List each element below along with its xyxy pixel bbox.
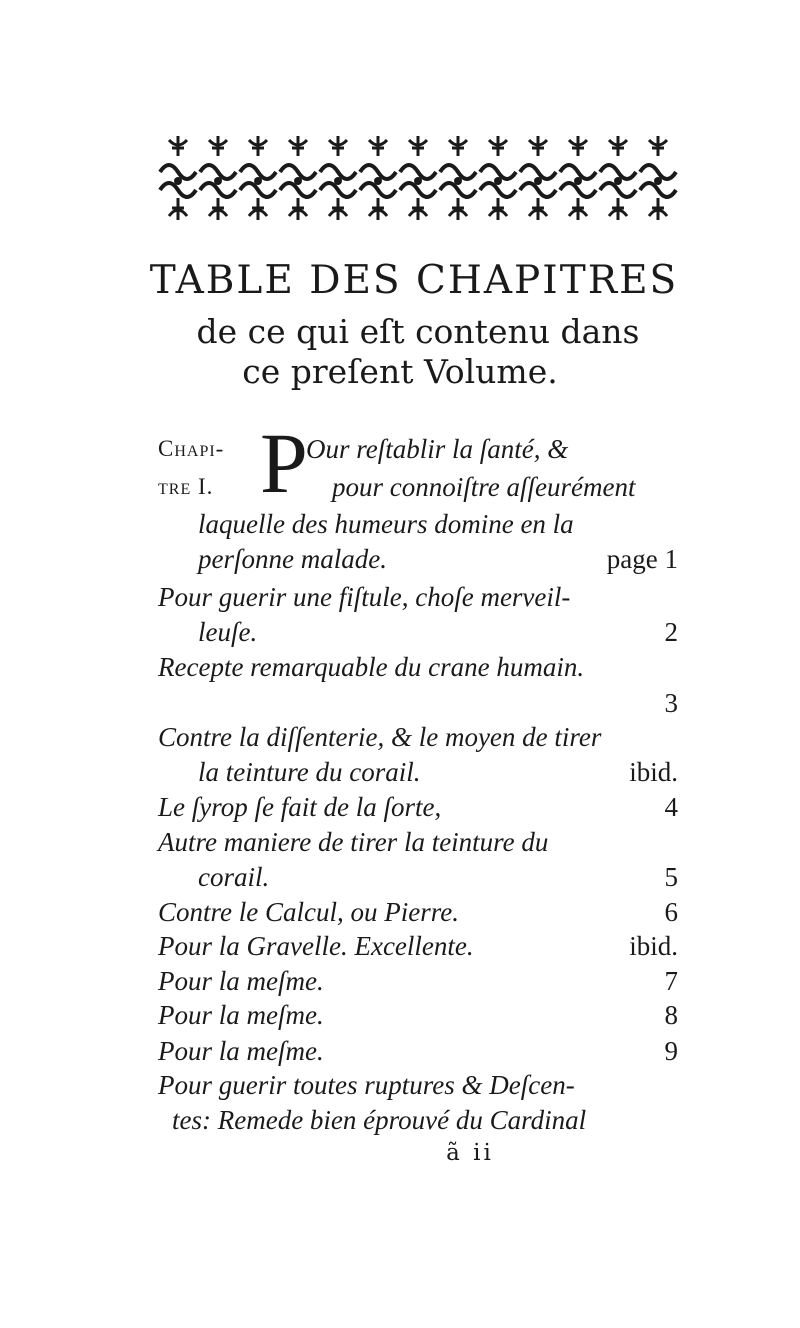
entry-3-page: ibid. xyxy=(629,757,678,787)
entry-6-page: 6 xyxy=(664,897,678,927)
entry-10-text: Pour la meſme. xyxy=(158,1036,324,1066)
entry-3-line-2-text: la teinture du corail. xyxy=(198,757,421,787)
entry-5-line-2-text: corail. xyxy=(198,862,270,892)
drop-cap: P xyxy=(260,415,308,511)
entry-4-page: 4 xyxy=(664,792,678,822)
table-of-contents xyxy=(158,0,678,1328)
entry-9 xyxy=(158,998,678,1032)
chapter-label-line-1: Chapi- xyxy=(158,436,225,461)
chapter1-line-2: pour connoiſtre aſſeurément xyxy=(332,472,636,502)
entry-7-page: ibid. xyxy=(629,931,678,961)
entry-6 xyxy=(158,895,678,929)
entry-8-text: Pour la meſme. xyxy=(158,966,324,996)
entry-2-line-1: Recepte remarquable du crane humain. xyxy=(158,652,585,682)
subtitle-line-2: ce preſent Volume. xyxy=(242,352,558,391)
entry-11-line-1: Pour guerir toutes ruptures & Deſcen- xyxy=(158,1070,575,1100)
chapter-label xyxy=(158,430,224,506)
entry-1-line-1: Pour guerir une fiſtule, choſe merveil- xyxy=(158,582,571,612)
entry-5-page: 5 xyxy=(664,862,678,892)
chapter-label-line-2: tre I. xyxy=(158,474,214,499)
entry-6-text: Contre le Calcul, ou Pierre. xyxy=(158,897,459,927)
entry-5-line-2 xyxy=(198,860,678,894)
entry-11-line-2: tes: Remede bien éprouvé du Cardinal xyxy=(172,1105,587,1135)
chapter1-line-1: Our reſtablir la ſanté, & xyxy=(306,434,569,464)
chapter1-line-3: laquelle des humeurs domine en la xyxy=(198,509,574,539)
entry-2-page: 3 xyxy=(664,688,678,718)
page-title: TABLE DES CHAPITRES xyxy=(149,258,679,303)
chapter1-page: page 1 xyxy=(606,544,678,574)
entry-3-line-1: Contre la diſſenterie, & le moyen de tirer xyxy=(158,722,602,752)
entry-8 xyxy=(158,964,678,998)
subtitle-line-1: de ce qui eſt contenu dans xyxy=(196,312,640,351)
entry-4-text: Le ſyrop ſe fait de la ſorte, xyxy=(158,792,442,822)
signature-mark: ã ii xyxy=(446,1140,494,1166)
entry-1-page: 2 xyxy=(664,617,678,647)
entry-4 xyxy=(158,790,678,824)
entry-10-page: 9 xyxy=(664,1036,678,1066)
entry-7 xyxy=(158,929,678,963)
entry-9-page: 8 xyxy=(664,1000,678,1030)
entry-10 xyxy=(158,1034,678,1068)
entry-9-text: Pour la meſme. xyxy=(158,1000,324,1030)
entry-5-line-1: Autre maniere de tirer la teinture du xyxy=(158,827,549,857)
entry-1-line-2 xyxy=(198,615,678,649)
chapter1-line-4-text: perſonne malade. xyxy=(198,544,387,574)
entry-7-text: Pour la Gravelle. Excellente. xyxy=(158,931,474,961)
chapter1-line-4 xyxy=(198,542,678,576)
entry-1-line-2-text: leuſe. xyxy=(198,617,258,647)
entry-3-line-2 xyxy=(198,755,678,789)
entry-8-page: 7 xyxy=(664,966,678,996)
